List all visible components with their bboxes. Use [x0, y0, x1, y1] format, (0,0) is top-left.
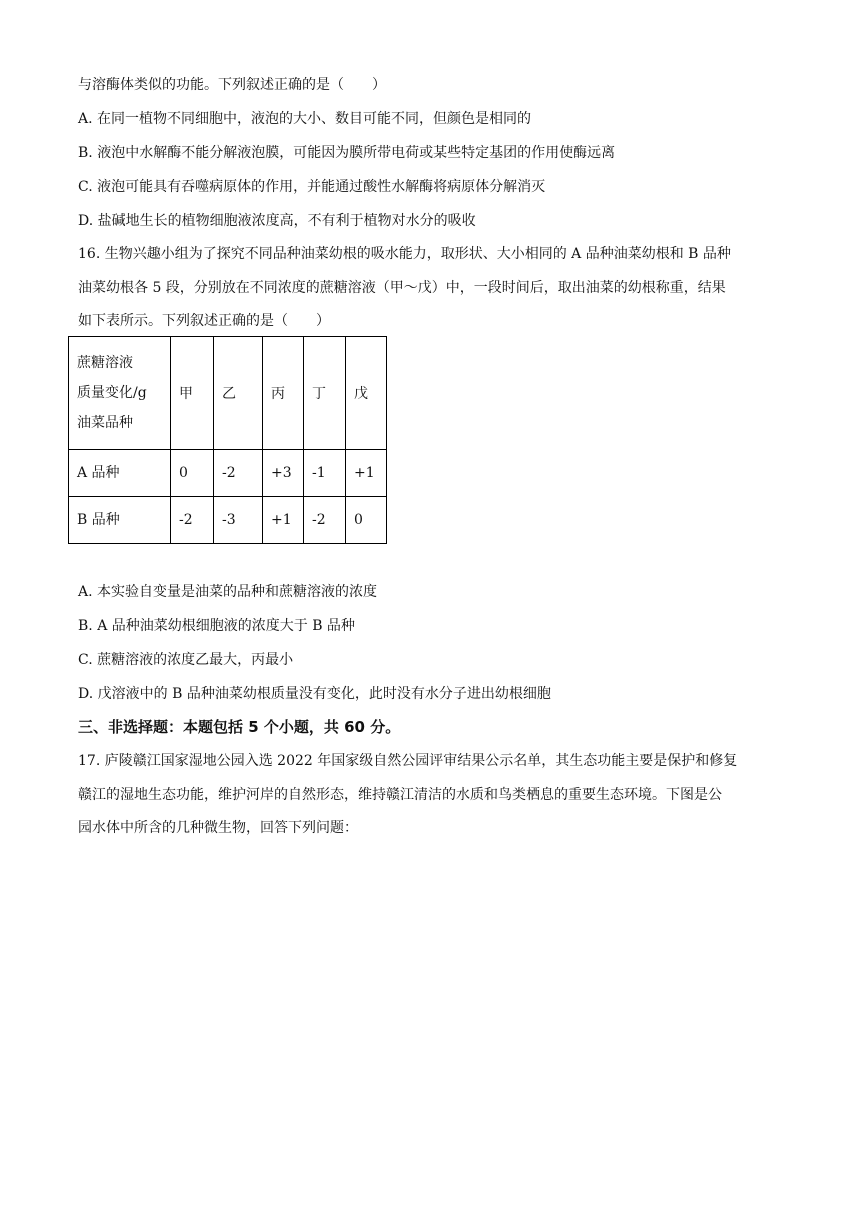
section-3-title: 三、非选择题：本题包括 5 个小题，共 60 分。	[78, 718, 401, 736]
table-cell: -3	[214, 497, 263, 544]
table-corner-cell	[69, 337, 171, 450]
table-cell: +3	[263, 450, 304, 497]
column-header-jia: 甲	[171, 337, 214, 450]
corner-label-solution: 蔗糖溶液	[77, 355, 133, 371]
table-cell: -1	[304, 450, 346, 497]
row-label-b: B 品种	[69, 497, 171, 544]
q15-option-c: C. 液泡可能具有吞噬病原体的作用，并能通过酸性水解酶将病原体分解消灭	[78, 179, 546, 195]
column-header-wu: 戊	[346, 337, 387, 450]
column-header-yi: 乙	[214, 337, 263, 450]
q16-option-a: A. 本实验自变量是油菜的品种和蔗糖溶液的浓度	[78, 584, 378, 600]
table-cell: -2	[214, 450, 263, 497]
q16-option-d: D. 戊溶液中的 B 品种油菜幼根质量没有变化，此时没有水分子进出幼根细胞	[78, 686, 551, 702]
column-header-ding: 丁	[304, 337, 346, 450]
row-label-a: A 品种	[69, 450, 171, 497]
table-cell: +1	[346, 450, 387, 497]
q17-stem-line-2: 赣江的湿地生态功能，维护河岸的自然形态，维持赣江清洁的水质和鸟类栖息的重要生态环境。下图是公	[78, 787, 722, 803]
q15-option-a: A. 在同一植物不同细胞中，液泡的大小、数目可能不同，但颜色是相同的	[78, 111, 532, 127]
q15-stem-tail: 与溶酶体类似的功能。下列叙述正确的是（ ）	[78, 77, 386, 93]
table-header-row	[69, 337, 387, 450]
q16-stem-line-3: 如下表所示。下列叙述正确的是（ ）	[78, 313, 330, 329]
q16-stem-line-1: 16. 生物兴趣小组为了探究不同品种油菜幼根的吸水能力，取形状、大小相同的 A 品种油菜幼根和 B 品种	[78, 246, 731, 262]
q17-stem-line-3: 园水体中所含的几种微生物，回答下列问题：	[78, 820, 358, 836]
q16-stem-line-2: 油菜幼根各 5 段，分别放在不同浓度的蔗糖溶液（甲～戊）中，一段时间后，取出油菜的幼根称重，结果	[78, 280, 726, 296]
q15-option-b: B. 液泡中水解酶不能分解液泡膜，可能因为膜所带电荷或某些特定基团的作用使酶远离	[78, 145, 616, 161]
q17-stem-line-1: 17. 庐陵赣江国家湿地公园入选 2022 年国家级自然公园评审结果公示名单，其生态功能主要是保护和修复	[78, 753, 738, 769]
table-cell: 0	[171, 450, 214, 497]
corner-label-variety: 油菜品种	[77, 415, 133, 431]
q16-option-c: C. 蔗糖溶液的浓度乙最大，丙最小	[78, 652, 294, 668]
table-cell: -2	[304, 497, 346, 544]
column-header-bing: 丙	[263, 337, 304, 450]
table-row	[69, 497, 387, 544]
q15-option-d: D. 盐碱地生长的植物细胞液浓度高，不有利于植物对水分的吸收	[78, 213, 476, 229]
corner-label-mass-change: 质量变化/g	[77, 385, 147, 401]
q16-option-b: B. A 品种油菜幼根细胞液的浓度大于 B 品种	[78, 618, 355, 634]
table-cell: +1	[263, 497, 304, 544]
table-cell: -2	[171, 497, 214, 544]
table-row	[69, 450, 387, 497]
table-cell: 0	[346, 497, 387, 544]
results-table	[68, 336, 387, 544]
